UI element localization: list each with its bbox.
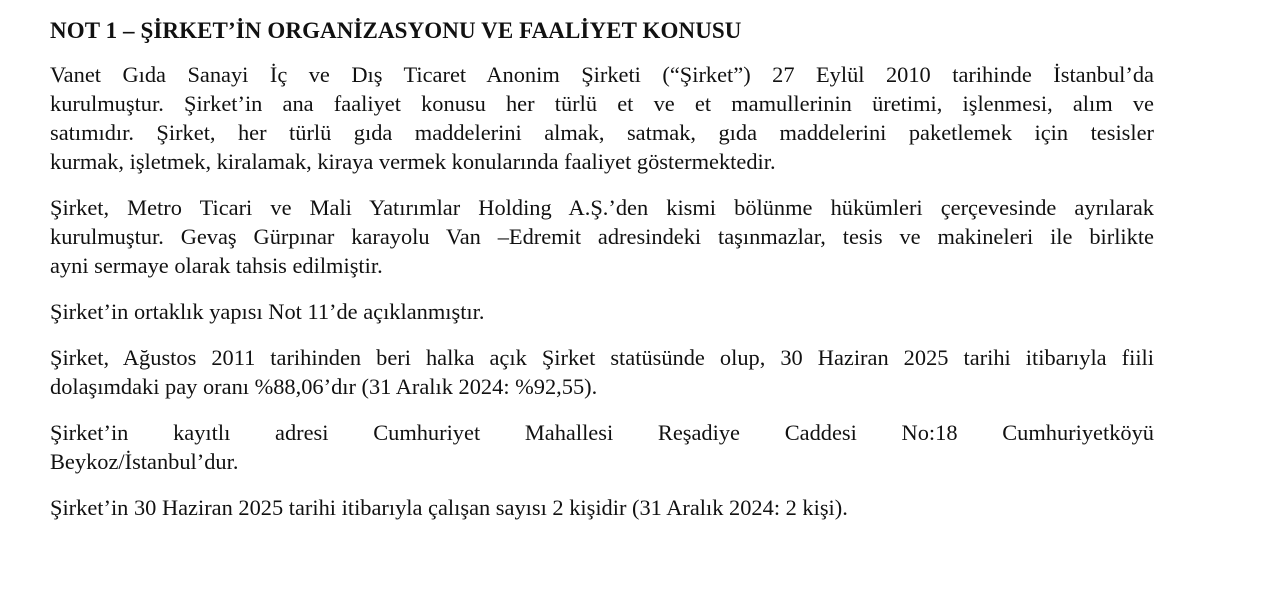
- text-line: Beykoz/İstanbul’dur.: [50, 449, 239, 474]
- text-line: kurulmuştur. Gevaş Gürpınar karayolu Van –Edremit adresindeki taşınmazlar, tesis ve makineleri ile birlikte: [50, 224, 1154, 249]
- text-line: satımıdır. Şirket, her türlü gıda maddelerini almak, satmak, gıda maddelerini paketlemek için tesisler: [50, 120, 1154, 145]
- paragraph-spin-off: [50, 193, 1154, 280]
- paragraph-company-establishment: [50, 60, 1154, 176]
- text-line: dolaşımdaki pay oranı %88,06’dır (31 Aralık 2024: %92,55).: [50, 374, 598, 399]
- paragraph-employees: [50, 493, 1154, 522]
- paragraph-registered-address: [50, 418, 1154, 476]
- text-line: kurmak, işletmek, kiralamak, kiraya vermek konularında faaliyet göstermektedir.: [50, 149, 776, 174]
- text-line: Şirket’in ortaklık yapısı Not 11’de açıklanmıştır.: [50, 299, 485, 324]
- text-line: Şirket’in 30 Haziran 2025 tarihi itibarıyla çalışan sayısı 2 kişidir (31 Aralık 2024: 2 kişi).: [50, 495, 848, 520]
- document-page: [50, 16, 1154, 539]
- paragraph-shareholding: [50, 297, 1154, 326]
- text-line: Şirket, Metro Ticari ve Mali Yatırımlar Holding A.Ş.’den kismi bölünme hükümleri çerçevesinde ayrılarak: [50, 195, 1154, 220]
- note-heading: NOT 1 – ŞİRKET’İN ORGANİZASYONU VE FAALİYET KONUSU: [50, 18, 742, 43]
- text-line: Vanet Gıda Sanayi İç ve Dış Ticaret Anonim Şirketi (“Şirket”) 27 Eylül 2010 tarihinde İstanbul’da: [50, 62, 1154, 87]
- paragraph-public-status: [50, 343, 1154, 401]
- text-line: ayni sermaye olarak tahsis edilmiştir.: [50, 253, 383, 278]
- text-line: kurulmuştur. Şirket’in ana faaliyet konusu her türlü et ve et mamullerinin üretimi, işlenmesi, alım ve: [50, 91, 1154, 116]
- text-line: Şirket’in kayıtlı adresi Cumhuriyet Mahallesi Reşadiye Caddesi No:18 Cumhuriyetköyü: [50, 420, 1154, 445]
- text-line: Şirket, Ağustos 2011 tarihinden beri halka açık Şirket statüsünde olup, 30 Haziran 2025 tarihi itibarıyla fiili: [50, 345, 1154, 370]
